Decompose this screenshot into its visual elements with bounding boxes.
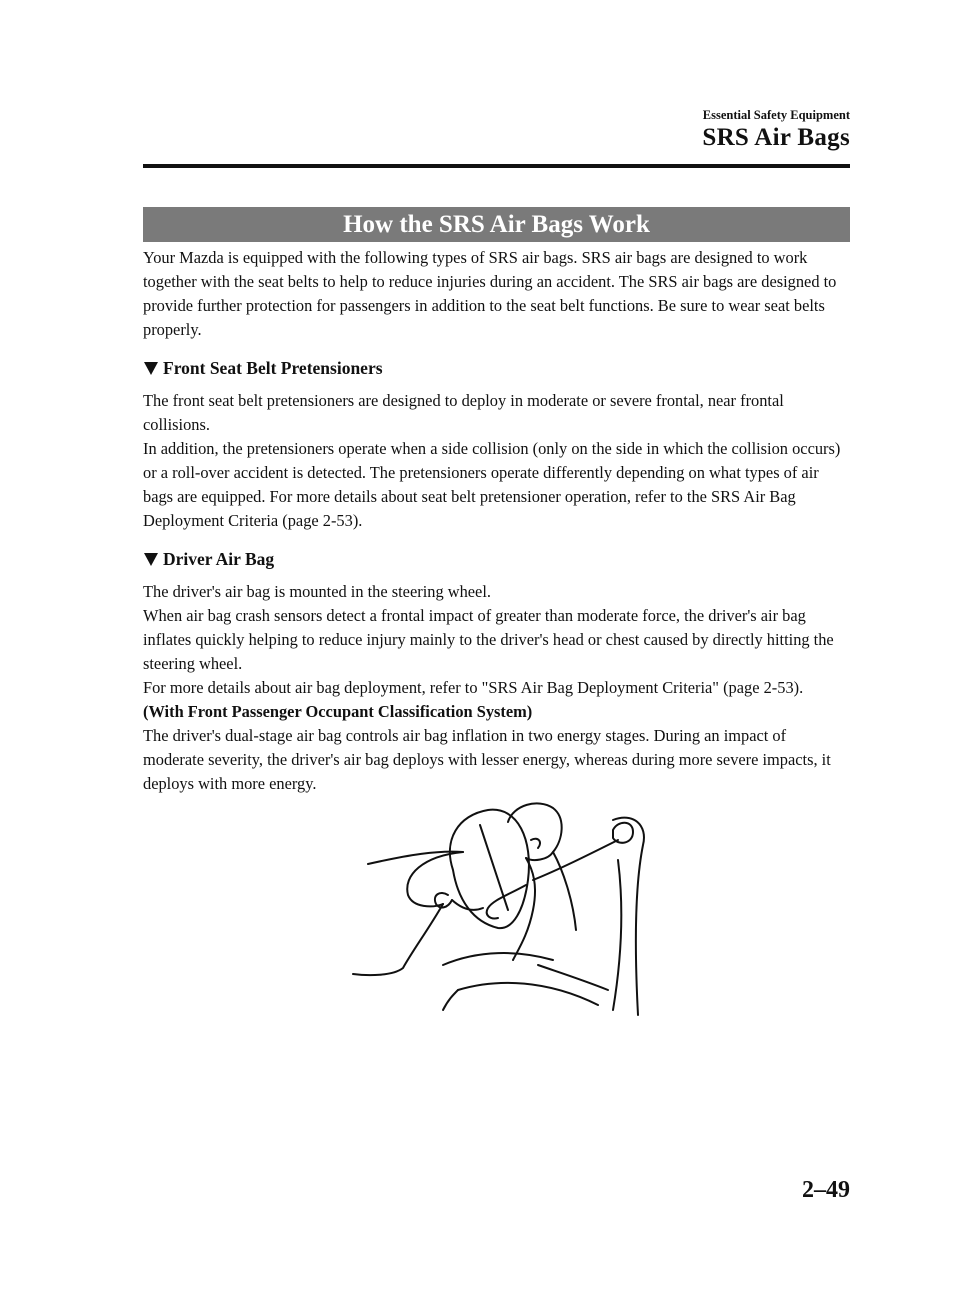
seat-cushion: [458, 983, 598, 1005]
intro-paragraph: Your Mazda is equipped with the following types of SRS air bags. SRS air bags are designed to work together with the seat belts to help to reduce injuries during an accident. The SRS air bags are designed to provide further protection for passengers in addition to the seat belt functions. Be sure to wear seat belts properly.: [143, 248, 837, 339]
driver-airbag-paragraph-4: The driver's dual-stage air bag controls air bag inflation in two energy stages. During an impact of moderate severity, the driver's air bag deploys with lesser energy, whereas during more severe impacts, it deploys with more energy.: [143, 726, 831, 793]
airbag-outline: [450, 810, 529, 928]
driver-hand: [435, 893, 452, 907]
seat-belt-lap: [538, 965, 608, 990]
seat-belt-shoulder: [533, 840, 618, 880]
driver-airbag-paragraph-1: The driver's air bag is mounted in the steering wheel.: [143, 582, 491, 601]
triangle-bullet-icon: [144, 553, 158, 566]
driver-torso: [513, 858, 535, 960]
driver-airbag-paragraph-2: When air bag crash sensors detect a frontal impact of greater than moderate force, the driver's air bag inflates quickly helping to reduce injury mainly to the driver's head or chest caused by directly hitting the steering wheel.: [143, 606, 834, 673]
driver-forearm: [452, 900, 483, 910]
section-heading: How the SRS Air Bags Work: [143, 207, 850, 242]
driver-airbag-illustration: [348, 800, 658, 1020]
driver-airbag-heading: [143, 545, 850, 573]
driver-airbag-subnote: (With Front Passenger Occupant Classification System): [143, 702, 533, 721]
driver-legs: [443, 953, 553, 965]
seat-back: [613, 818, 644, 1015]
driver-ear: [531, 839, 540, 848]
steering-column: [353, 904, 443, 975]
header-rule: [143, 164, 850, 168]
pretensioners-heading-text: Front Seat Belt Pretensioners: [163, 358, 383, 378]
pretensioners-paragraph-2: In addition, the pretensioners operate when a side collision (only on the side in which the collision occurs) or a roll-over accident is detected. The pretensioners operate differently depending on what types of air bags are equipped. For more details about seat belt pretensioner operation, refer to the SRS Air Bag Deployment Criteria (page 2-53).: [143, 439, 841, 530]
driver-back: [553, 852, 576, 930]
header-title: SRS Air Bags: [702, 124, 850, 151]
floor-line: [443, 990, 458, 1010]
triangle-bullet-icon: [144, 362, 158, 375]
content: [143, 246, 850, 796]
seat-headrest: [613, 823, 633, 843]
driver-airbag-heading-text: Driver Air Bag: [163, 549, 275, 569]
header-category: Essential Safety Equipment: [702, 108, 850, 122]
driver-arm: [487, 885, 526, 918]
pretensioners-heading: [143, 354, 850, 382]
seat-front: [613, 860, 621, 1010]
driver-airbag-paragraph-3: For more details about air bag deployment, refer to "SRS Air Bag Deployment Criteria" (page 2-53).: [143, 678, 804, 697]
pretensioners-paragraph-1: The front seat belt pretensioners are designed to deploy in moderate or severe frontal, near frontal collisions.: [143, 391, 784, 434]
page-number: 2–49: [802, 1177, 850, 1203]
